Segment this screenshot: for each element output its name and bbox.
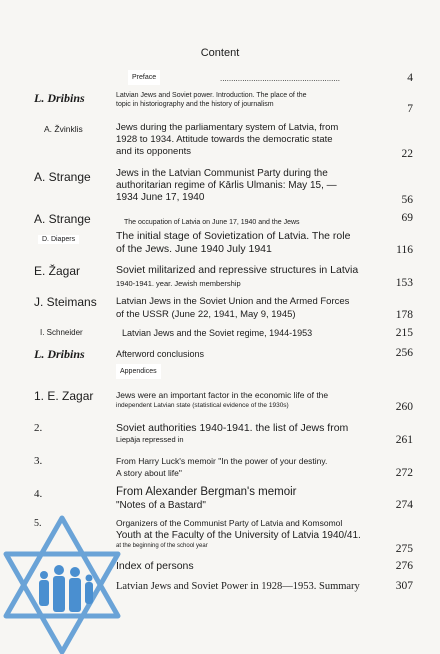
author: L. Dribins <box>34 347 85 361</box>
entry-title-line: Liepāja repressed in <box>116 435 184 444</box>
page-number: 56 <box>401 194 413 206</box>
entry-title-line: topic in historiography and the history of journalism <box>116 101 274 108</box>
entry-title-line: Jews were an important factor in the economic life of the <box>116 390 329 400</box>
appendices-heading: Appendices <box>116 364 161 379</box>
entry-title-line: of the Jews. June 1940 July 1941 <box>116 243 272 255</box>
page-number: 116 <box>396 244 413 256</box>
page-number: 275 <box>395 543 413 555</box>
page-number: 274 <box>395 499 413 511</box>
entry-title-line: From Harry Luck's memoir "In the power of your destiny. <box>116 456 328 466</box>
page-number: 272 <box>395 467 413 479</box>
star-of-david-logo-icon <box>0 512 150 654</box>
entry-title-line: Jews during the parliamentary system of Latvia, from <box>116 122 339 133</box>
entry-title-line: The initial stage of Sovietization of Latvia. The role <box>116 230 351 242</box>
author: 4. <box>34 488 43 500</box>
author: 5. <box>34 518 42 529</box>
entry-title-line: A story about life" <box>116 468 182 478</box>
author: E. Žagar <box>34 264 81 278</box>
page-number: 178 <box>395 309 413 321</box>
author: A. Strange <box>34 212 91 226</box>
entry-title-line: The occupation of Latvia on June 17, 1940 and the Jews <box>124 219 300 226</box>
entry-title-line: Soviet militarized and repressive structures in Latvia <box>116 264 359 276</box>
entry-title-line: Soviet authorities 1940-1941. the list of Jews from <box>116 422 349 434</box>
entry-title-line: at the beginning of the school year <box>116 543 208 549</box>
entry-title-line: 1934 June 17, 1940 <box>116 192 205 203</box>
page-number: 215 <box>395 327 413 339</box>
page-number: 4 <box>407 72 413 84</box>
entry-title-line: From Alexander Bergman's memoir <box>116 486 297 498</box>
page-number: 153 <box>395 277 413 289</box>
author: 2. <box>34 422 43 434</box>
page-number: 69 <box>401 212 413 224</box>
author: A. Žvinklis <box>44 124 83 134</box>
author: 3. <box>34 455 43 467</box>
author: I. Schneider <box>40 328 83 337</box>
page-title: Content <box>200 47 240 59</box>
page-number: 22 <box>401 148 413 160</box>
entry-title: Preface <box>128 70 160 85</box>
entry-title-line: Index of persons <box>116 560 194 572</box>
author: J. Steimans <box>34 295 97 309</box>
entry-title-line: authoritarian regime of Kārlis Ulmanis: May 15, — <box>116 180 337 191</box>
entry-title-line: Latvian Jews in the Soviet Union and the Armed Forces <box>116 296 350 307</box>
toc-page: Content Preface ...................................................... 4 L. Dribins Latvian Jews and Soviet power. Introduction. The place of the topic in historiography and the history of journalism 7 A. Žvinklis Jews during the parliamentary system of Latvia, from 1928 to 1934. Attitude towards the democratic state and its opponents 22 A. Strange Jews in the Latvian Communist Party during the authoritarian regime of Kārlis Ulmanis: May 15, — 1934 June 17, 1940 56 A. Strange The occupation of Latvia on June 17, 1940 and the Jews 69 D. Diapers The initial stage of Sovietization of Latvia. The role of the Jews. June 1940 July 1941 116 E. Žagar Soviet militarized and repressive structures in Latvia 1940-1941. year. Jewish membership 153 J. Steimans Latvian Jews in the Soviet Union and the Armed Forces of the USSR (June 22, 1941, May 9, 1945) 178 I. Schneider Latvian Jews and the Soviet regime, 1944-1953 215 L. Dribins Afterword conclusions 256 Appendices 1. E. Zagar Jews were an important factor in the economic life of the independent Latvian state (statistical evidence of the 1930s) 260 2. Soviet authorities 1940-1941. the list of Jews from Liepāja repressed in 261 3. From Harry Luck's memoir "In the power of your destiny. A story about life" 272 4. From Alexander Bergman's memoir "Notes of a Bastard" 274 5. Organizers of the Communist Party of Latvia and Komsomol Youth at the Faculty of the University of Latvia 1940/41. at the beginning of the school year 275 Index of persons 276 Latvian Jews and Soviet Power in 1928—1953. Summary 307 <box>0 0 440 654</box>
entry-title-line: of the USSR (June 22, 1941, May 9, 1945) <box>116 309 296 320</box>
author: D. Diapers <box>38 235 79 244</box>
entry-title-line: Jews in the Latvian Communist Party during the <box>116 168 328 179</box>
entry-title-line: Afterword conclusions <box>116 349 205 359</box>
page-number: 260 <box>395 401 413 413</box>
page-number: 261 <box>395 434 413 446</box>
entry-title-line: Latvian Jews and the Soviet regime, 1944-1953 <box>122 328 313 338</box>
author: A. Strange <box>34 170 91 184</box>
page-number: 276 <box>395 560 413 572</box>
entry-title-line: 1940-1941. year. Jewish membership <box>116 279 241 288</box>
page-number: 256 <box>395 347 413 359</box>
author: L. Dribins <box>34 91 85 105</box>
page-number: 7 <box>407 103 413 115</box>
entry-title-line: Latvian Jews and Soviet Power in 1928—1953. Summary <box>116 581 360 592</box>
page-number: 307 <box>395 580 413 592</box>
entry-title-line: independent Latvian state (statistical evidence of the 1930s) <box>116 402 289 409</box>
entry-title-line: and its opponents <box>116 146 192 157</box>
entry-title-line: "Notes of a Bastard" <box>116 500 206 511</box>
entry-title-line: 1928 to 1934. Attitude towards the democratic state <box>116 134 333 145</box>
author: 1. E. Zagar <box>34 389 94 403</box>
entry-title-line: Organizers of the Communist Party of Latvia and Komsomol <box>116 518 343 528</box>
entry-title-line: Youth at the Faculty of the University of Latvia 1940/41. <box>116 530 361 541</box>
entry-title-line: Latvian Jews and Soviet power. Introduction. The place of the <box>116 92 307 99</box>
